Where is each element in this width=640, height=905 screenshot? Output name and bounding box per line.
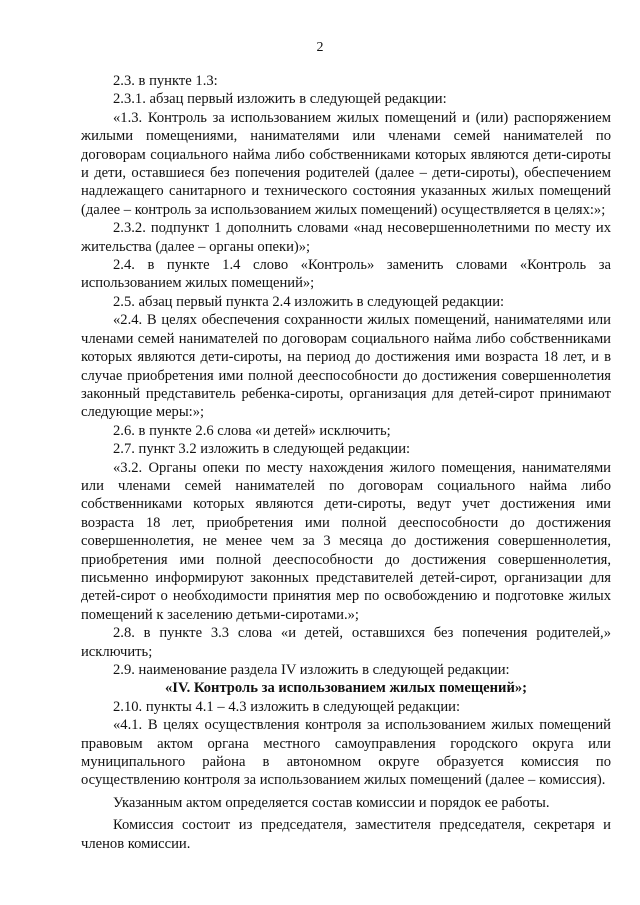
paragraph: 2.3.1. абзац первый изложить в следующей редакции: bbox=[113, 91, 447, 108]
document-body bbox=[81, 72, 611, 853]
paragraph: 2.3. в пункте 1.3: bbox=[113, 73, 218, 89]
paragraph: «1.3. Контроль за использованием жилых помещений и (или) распоряжением жилыми помещениями, нанимателями или членами семей нанимателей по договорам социального найма либо собственниками которых являются дети-сироты и дети, оставшиеся без попечения родителей (далее – дети-сироты), обеспечением надлежащего санитарного и технического состояния указанных жилых помещений (далее – контроль за использованием жилых помещений) осуществляется в целях:»; bbox=[81, 109, 611, 218]
paragraph: 2.6. в пункте 2.6 слова «и детей» исключить; bbox=[113, 422, 391, 439]
section-heading: «IV. Контроль за использованием жилых помещений»; bbox=[164, 680, 528, 697]
paragraph: «2.4. В целях обеспечения сохранности жилых помещений, нанимателями или членами семей нанимателей по договорам социального найма либо собственниками которых являются дети-сироты, на период до достижения ими возраста 18 лет, и в случае приобретения ими полной дееспособности до достижения совершеннолетия законный представитель ребенка-сироты, организация для детей-сирот принимают следующие меры:»; bbox=[81, 312, 611, 421]
paragraph: 2.3.2. подпункт 1 дополнить словами «над несовершеннолетними по месту их жительства (далее – органы опеки)»; bbox=[81, 220, 611, 255]
paragraph: 2.10. пункты 4.1 – 4.3 изложить в следующей редакции: bbox=[113, 698, 461, 715]
paragraph: 2.4. в пункте 1.4 слово «Контроль» заменить словами «Контроль за использованием жилых помещений»; bbox=[81, 257, 611, 292]
paragraph: Указанным актом определяется состав комиссии и порядок ее работы. bbox=[113, 794, 550, 811]
paragraph: 2.9. наименование раздела IV изложить в следующей редакции: bbox=[113, 662, 510, 678]
paragraph: «4.1. В целях осуществления контроля за использованием жилых помещений правовым актом органа местного самоуправления городского округа или муниципального района в автономном округе образуется комиссия по осуществлению контроля за использованием жилых помещений (далее – комиссия). bbox=[81, 717, 611, 789]
paragraph: 2.5. абзац первый пункта 2.4 изложить в следующей редакции: bbox=[113, 293, 505, 310]
paragraph: 2.7. пункт 3.2 изложить в следующей редакции: bbox=[113, 441, 411, 458]
paragraph: Комиссия состоит из председателя, заместителя председателя, секретаря и членов комиссии. bbox=[81, 817, 611, 852]
paragraph: «3.2. Органы опеки по месту нахождения жилого помещения, нанимателями или членами семей нанимателей по договорам социального найма либо собственниками которых являются дети-сироты, ведут учет достижения ими возраста 18 лет, приобретения ими полной дееспособности до достижения совершеннолетия, не менее чем за 3 месяца до достижения совершеннолетия, приобретения ими полной дееспособности до достижения совершеннолетия, письменно информируют законных представителей детей-сирот, организации для детей-сирот о необходимости принятия мер по освобождению и подготовке жилых помещений к заселению детьми-сиротами.»; bbox=[81, 459, 611, 623]
paragraph: 2.8. в пункте 3.3 слова «и детей, оставшихся без попечения родителей,» исключить; bbox=[81, 625, 611, 660]
page-number: 2 bbox=[316, 40, 324, 55]
